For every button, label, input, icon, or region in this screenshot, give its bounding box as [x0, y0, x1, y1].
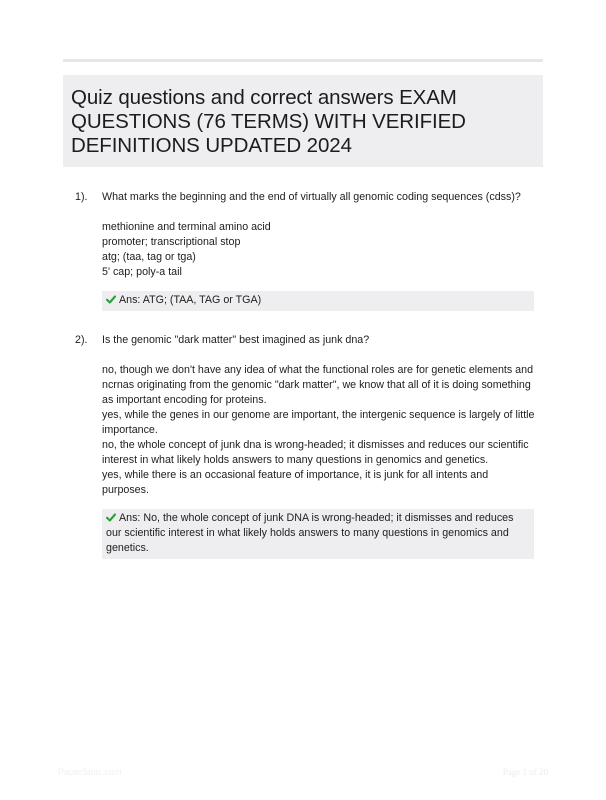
correct-answer-text: Ans: No, the whole concept of junk DNA is wrong-headed; it dismisses and reduces our scientific interest in what likely holds answers to many questions in genomics and genetics.: [106, 512, 514, 554]
footer-watermark: PaperStoic.com: [58, 767, 122, 777]
check-icon: [106, 295, 116, 304]
check-icon: [106, 513, 116, 522]
document-title: Quiz questions and correct answers EXAM QUESTIONS (76 TERMS) WITH VERIFIED DEFINITIONS UPDATED 2024: [71, 86, 466, 157]
answer-options: [102, 220, 538, 280]
answer-option: methionine and terminal amino acid: [102, 221, 271, 233]
answer-options: [102, 363, 538, 498]
question-number: 1).: [75, 191, 88, 203]
answer-option: atg; (taa, tag or tga): [102, 251, 196, 263]
answer-option: yes, while there is an occasional feature of importance, it is junk for all intents and purposes.: [102, 469, 489, 496]
answer-option: promoter; transcriptional stop: [102, 236, 241, 248]
answer-option: yes, while the genes in our genome are important, the intergenic sequence is largely of little importance.: [102, 409, 535, 436]
title-banner: [63, 75, 543, 167]
question-prompt: Is the genomic "dark matter" best imagined as junk dna?: [102, 334, 370, 346]
correct-answer-box: [102, 509, 534, 559]
correct-answer-box: [102, 291, 534, 311]
top-divider: [63, 59, 543, 62]
question-prompt: What marks the beginning and the end of virtually all genomic coding sequences (cdss)?: [102, 191, 521, 203]
answer-option: no, the whole concept of junk dna is wrong-headed; it dismisses and reduces our scientific interest in what likely holds answers to many questions in genomics and genetics.: [102, 439, 529, 466]
correct-answer-text: Ans: ATG; (TAA, TAG or TGA): [119, 294, 262, 306]
answer-option: 5' cap; poly-a tail: [102, 266, 182, 278]
question-body: [102, 190, 538, 280]
question-body: [102, 333, 538, 498]
question-number: 2).: [75, 334, 88, 346]
answer-option: no, though we don't have any idea of what the functional roles are for genetic elements and ncrnas originating from the genomic "dark matter", we know that all of it is doing something as important encoding for proteins.: [102, 364, 534, 406]
page-number: Page 1 of 20: [502, 767, 548, 777]
question-2: [75, 333, 540, 559]
question-1: [75, 190, 540, 311]
